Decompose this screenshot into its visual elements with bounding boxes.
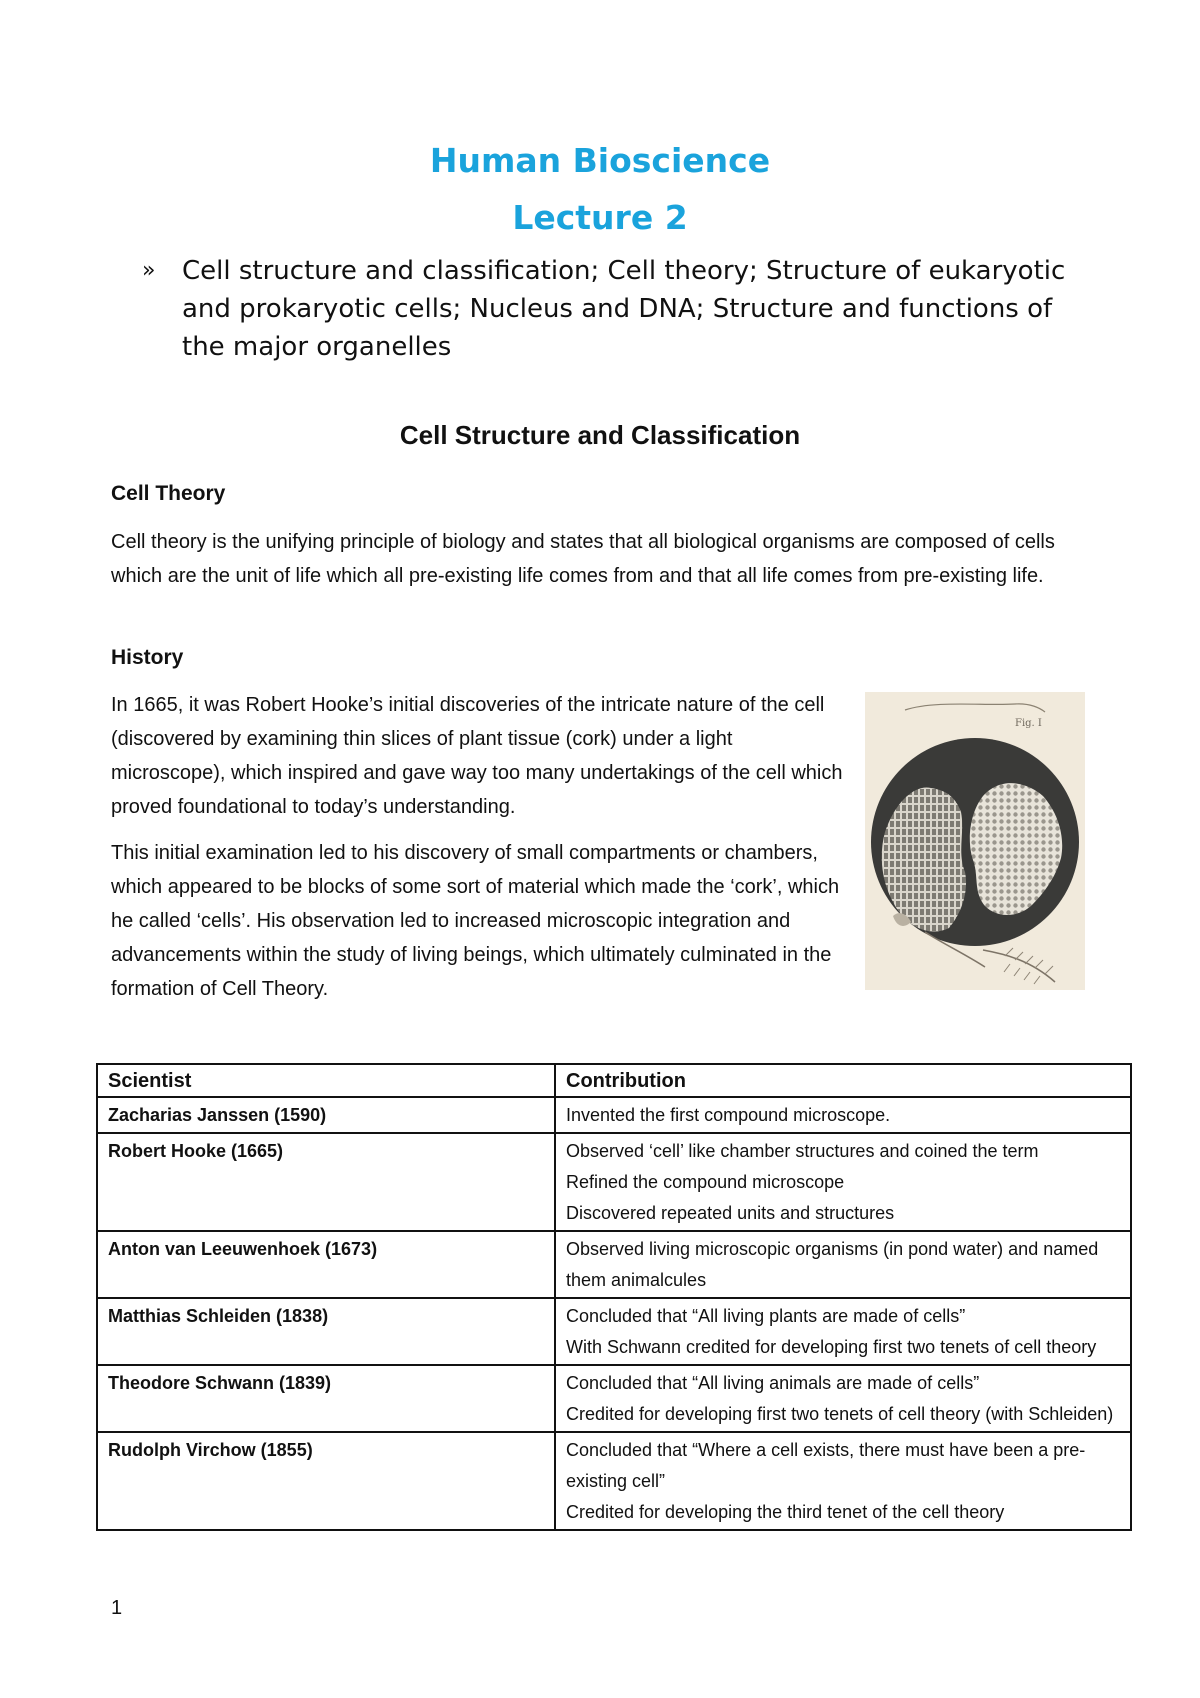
contribution-cell [555, 1097, 1131, 1133]
column-header-scientist: Scientist [97, 1064, 555, 1097]
contribution-cell [555, 1231, 1131, 1298]
scientist-cell: Rudolph Virchow (1855) [97, 1432, 555, 1530]
scientist-cell: Matthias Schleiden (1838) [97, 1298, 555, 1365]
history-heading: History [111, 646, 184, 669]
hooke-cork-illustration [865, 692, 1085, 990]
scientist-cell: Theodore Schwann (1839) [97, 1365, 555, 1432]
section-title: Cell Structure and Classification [399, 420, 801, 450]
lecture-number: Lecture 2 [512, 198, 688, 237]
scientist-cell: Anton van Leeuwenhoek (1673) [97, 1231, 555, 1298]
table-row [97, 1432, 1131, 1530]
history-paragraph-1: In 1665, it was Robert Hooke’s initial discoveries of the intricate nature of the cell (discovered by examining thin slices of plant tissue (cork) under a light microscope), which inspired and gave way too many undertakings of the cell which proved foundational to today’s understanding. [111, 694, 843, 818]
table-header-row [97, 1064, 1131, 1097]
contribution-cell [555, 1432, 1131, 1530]
cell-theory-heading: Cell Theory [111, 482, 226, 505]
document-title: Human Bioscience [429, 141, 771, 180]
scientist-cell: Zacharias Janssen (1590) [97, 1097, 555, 1133]
contribution-line: With Schwann credited for developing first two tenets of cell theory [566, 1337, 1097, 1357]
bullet-marker: » [142, 258, 156, 283]
table-row [97, 1097, 1131, 1133]
contribution-cell [555, 1365, 1131, 1432]
table-row [97, 1365, 1131, 1432]
table-row [97, 1133, 1131, 1231]
lecture-topics: Cell structure and classification; Cell theory; Structure of eukaryotic and prokaryotic cells; Nucleus and DNA; Structure and functions of the major organelles [182, 256, 1066, 362]
cell-theory-paragraph: Cell theory is the unifying principle of biology and states that all biological organisms are composed of cells which are the unit of life which all pre-existing life comes from and that all life comes from pre-existing life. [111, 531, 1055, 587]
contribution-line: Observed ‘cell’ like chamber structures and coined the term [566, 1141, 1039, 1161]
contribution-line: Credited for developing the third tenet of the cell theory [566, 1502, 1005, 1522]
column-header-contribution: Contribution [555, 1064, 1131, 1097]
contribution-line: Invented the first compound microscope. [566, 1105, 891, 1125]
contribution-line: Credited for developing first two tenets of cell theory (with Schleiden) [566, 1404, 1114, 1424]
table-row [97, 1231, 1131, 1298]
history-paragraph-2: This initial examination led to his discovery of small compartments or chambers, which appeared to be blocks of some sort of material which made the ‘cork’, which he called ‘cells’. His observation led to increased microscopic integration and advancements within the study of living beings, which ultimately culminated in the formation of Cell Theory. [111, 842, 840, 1000]
scientist-cell: Robert Hooke (1665) [97, 1133, 555, 1231]
page-number: 1 [111, 1597, 123, 1619]
contribution-line: Refined the compound microscope [566, 1172, 845, 1192]
svg-text:Fig. I: Fig. I [1015, 718, 1042, 729]
scientists-table [96, 1063, 1132, 1531]
contribution-line: Discovered repeated units and structures [566, 1203, 895, 1223]
contribution-line: Concluded that “All living plants are made of cells” [566, 1306, 966, 1326]
table-row [97, 1298, 1131, 1365]
contribution-line: Concluded that “Where a cell exists, there must have been a pre-existing cell” [566, 1440, 1086, 1491]
contribution-line: Concluded that “All living animals are made of cells” [566, 1373, 980, 1393]
contribution-line: Observed living microscopic organisms (in pond water) and named them animalcules [566, 1239, 1099, 1290]
contribution-cell [555, 1133, 1131, 1231]
contribution-cell [555, 1298, 1131, 1365]
